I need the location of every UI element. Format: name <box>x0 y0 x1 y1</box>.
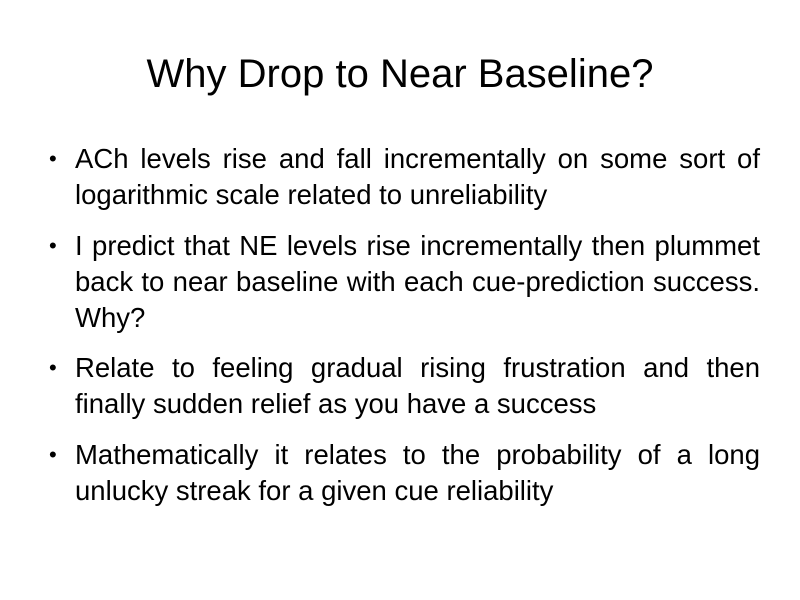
bullet-item <box>46 350 760 422</box>
bullet-list <box>46 141 760 524</box>
bullet-item <box>46 437 760 509</box>
bullet-item <box>46 228 760 336</box>
bullet-item <box>46 141 760 213</box>
bullet-dot-icon: • <box>49 442 57 467</box>
bullet-dot-icon: • <box>49 233 57 258</box>
bullet-dot-icon: • <box>49 355 57 380</box>
bullet-dot-icon: • <box>49 146 57 171</box>
bullet-text: ACh levels rise and fall incrementally on some sort of logarithmic scale related to unreliability <box>75 143 760 210</box>
bullet-text: Relate to feeling gradual rising frustration and then finally sudden relief as you have a success <box>75 352 760 419</box>
bullet-text: Mathematically it relates to the probability of a long unlucky streak for a given cue reliability <box>75 439 760 506</box>
slide-title: Why Drop to Near Baseline? <box>146 52 654 96</box>
bullet-text: I predict that NE levels rise incrementally then plummet back to near baseline with each cue-prediction success. Why? <box>75 230 760 333</box>
